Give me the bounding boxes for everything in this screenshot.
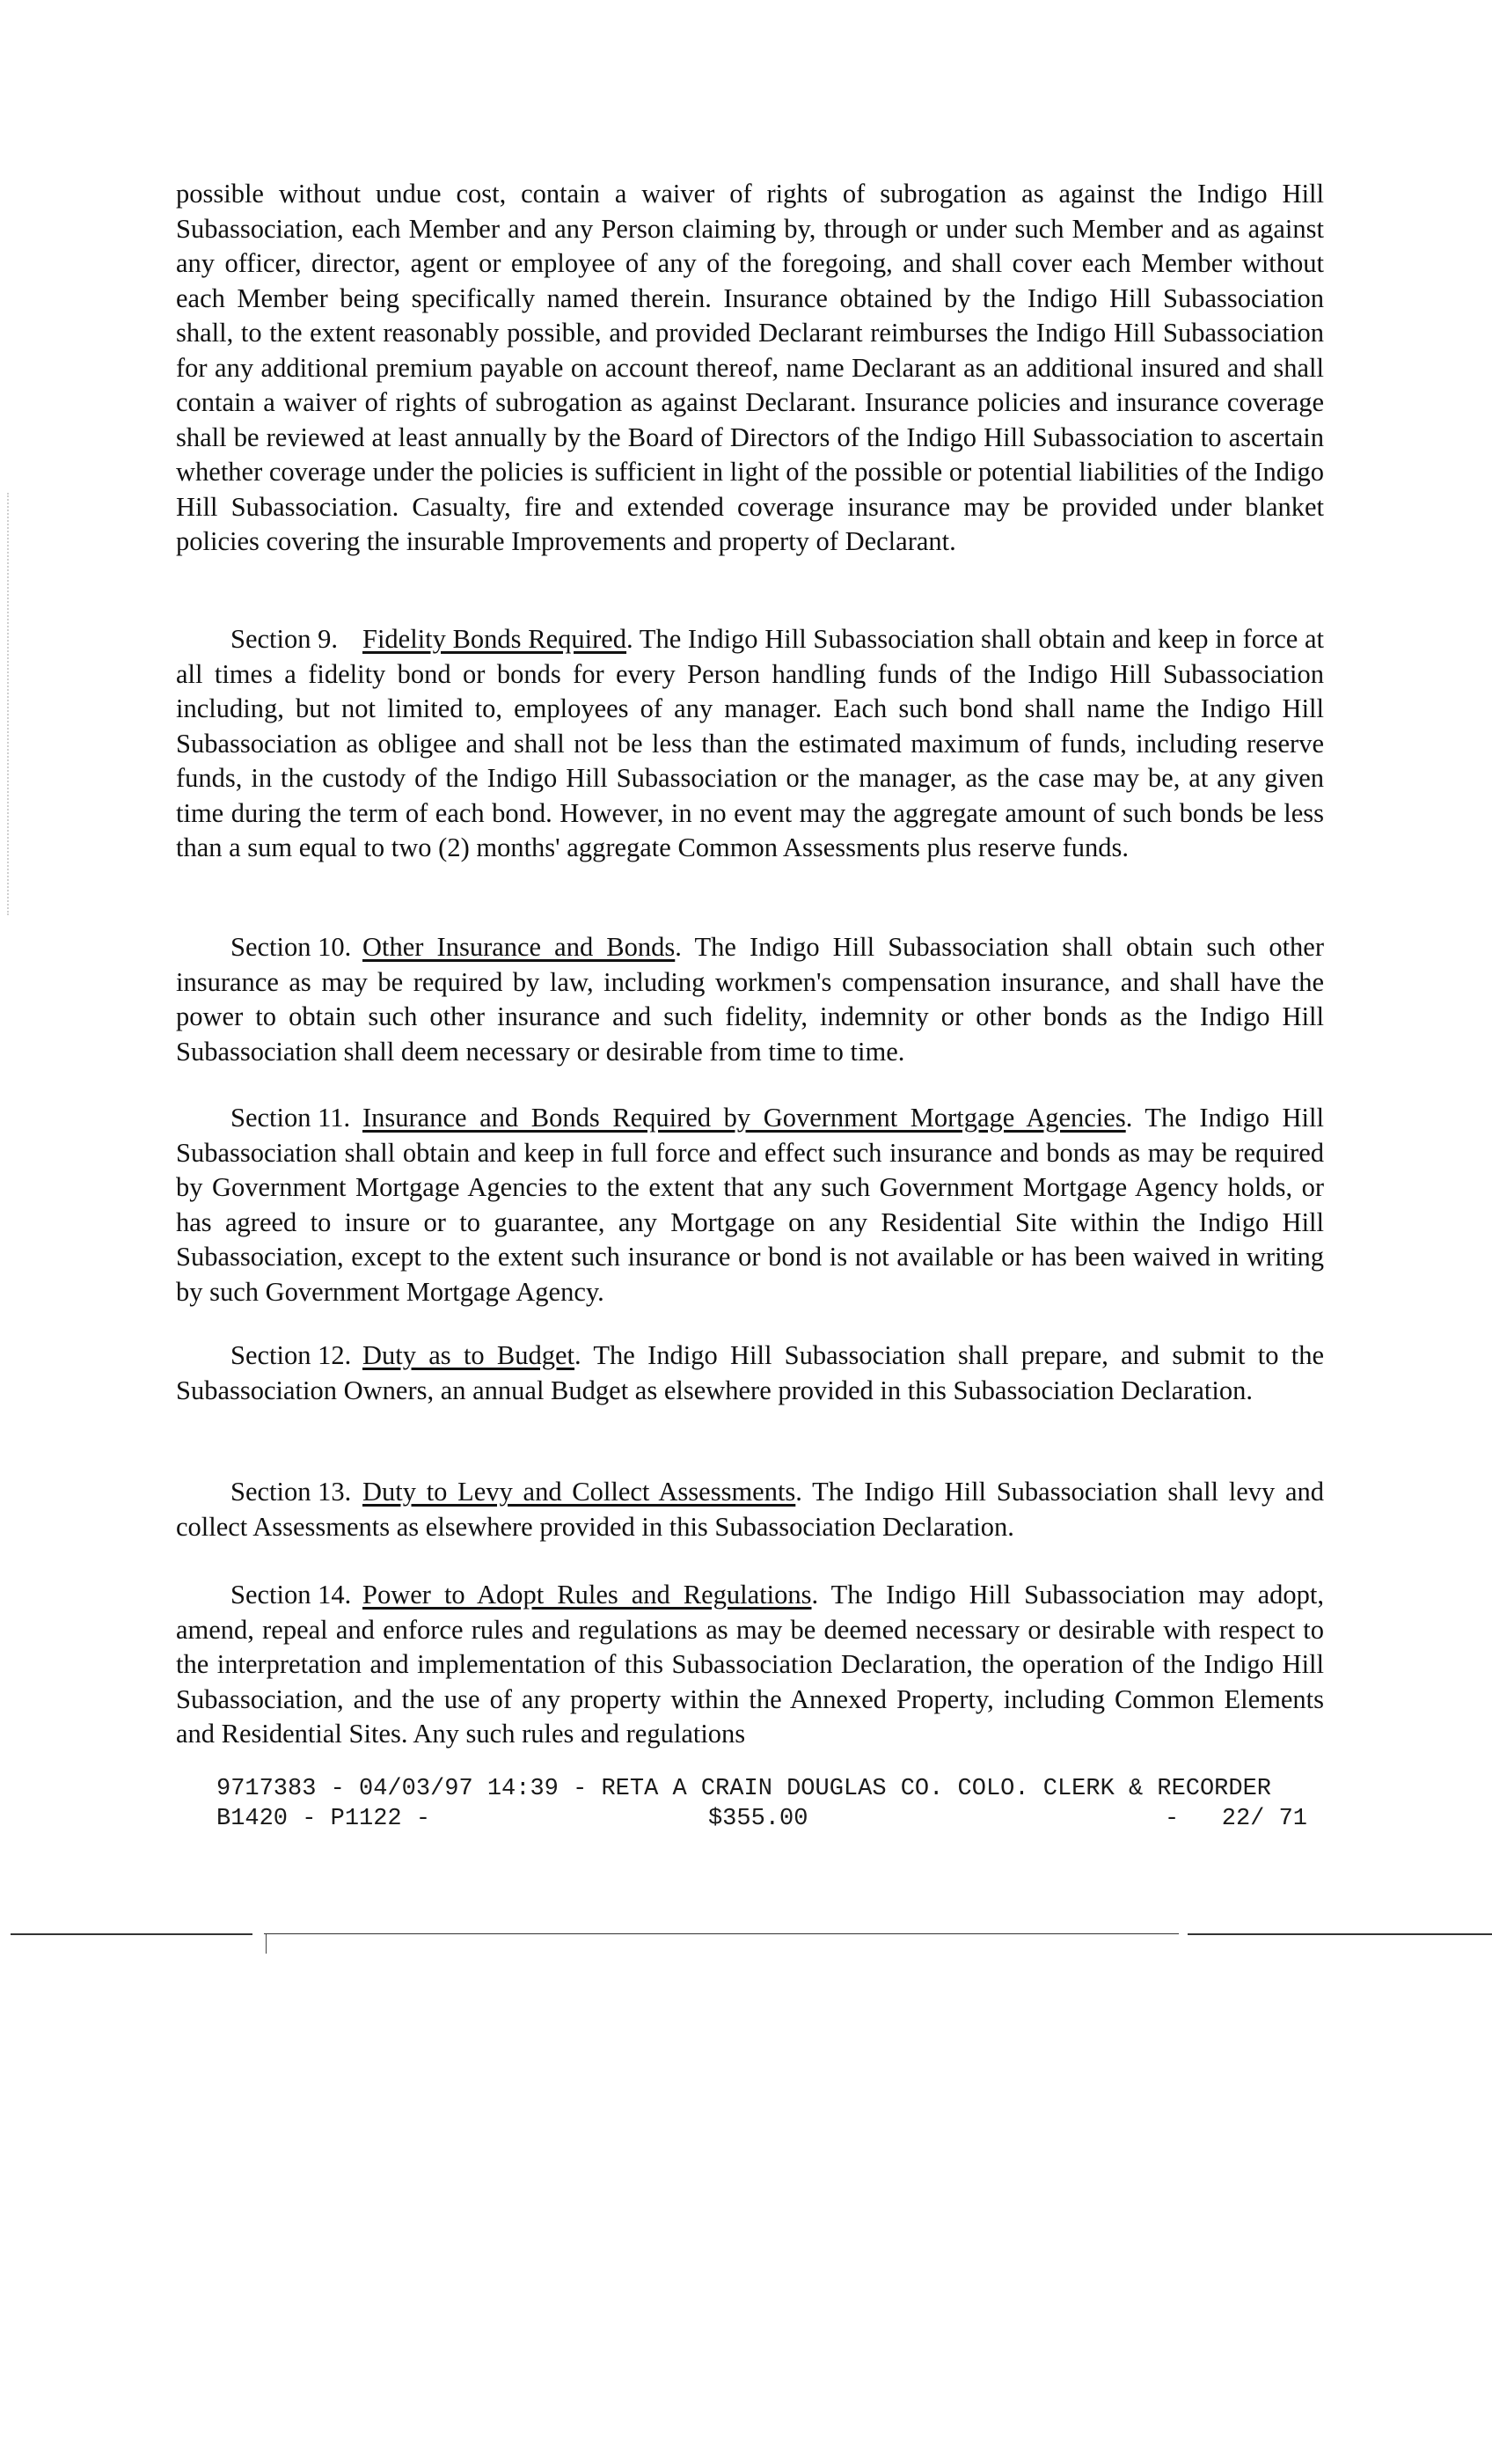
section-14-number: Section 14. [230,1580,352,1610]
section-12-body: . The Indigo Hill Subassociation shall prepare, and submit to the Subassociation Owners, an annual Budget as elsewhere provided in this Subassociation Declaration. [176,1340,1324,1405]
bottom-rule-middle [264,1933,1179,1934]
section-9-body: . The Indigo Hill Subassociation shall obtain and keep in force at all times a fidelity bond or bonds for every Person handling funds of the Indigo Hill Subassociation including, but not limited to, employees of any manager. Each such bond shall name the Indigo Hill Subassociation as obligee and shall not be less than the estimated maximum of funds, including reserve funds, in the custody of the Indigo Hill Subassociation or the manager, as the case may be, at any given time during the term of each bond. However, in no event may the aggregate amount of such bonds be less than a sum equal to two (2) months' aggregate Common Assessments plus reserve funds. [176,624,1324,862]
section-11-number: Section 11. [230,1103,351,1133]
section-11-title: Insurance and Bonds Required by Government Mortgage Agencies [362,1103,1126,1133]
section-14-paragraph [176,1578,1324,1752]
section-14-body: . The Indigo Hill Subassociation may adopt, amend, repeal and enforce rules and regulations as may be deemed necessary or desirable with respect to the interpretation and implementation of this Subassociation Declaration, the operation of the Indigo Hill Subassociation, and the use of any property within the Annexed Property, including Common Elements and Residential Sites. Any such rules and regulations [176,1580,1325,1749]
section-13-number: Section 13. [230,1477,352,1507]
recorder-reception-line: 9717383 - 04/03/97 14:39 - RETA A CRAIN DOUGLAS CO. COLO. CLERK & RECORDER [216,1776,1271,1802]
section-10-paragraph [176,930,1324,1069]
bottom-rule-left [11,1933,252,1935]
section-9-title: Fidelity Bonds Required [362,624,627,654]
section-10-body: . The Indigo Hill Subassociation shall obtain such other insurance as may be required by law, including workmen's compensation insurance, and shall have the power to obtain such other insurance and such fidelity, indemnity or other bonds as the Indigo Hill Subassociation shall deem necessary or desirable from time to time. [176,932,1324,1067]
recorder-book-page: B1420 - P1122 - [216,1806,431,1832]
bottom-rule-tick [266,1934,267,1954]
section-10-title: Other Insurance and Bonds [362,932,676,962]
recorder-stamp [216,1774,1307,1834]
section-12-paragraph [176,1338,1324,1408]
intro-paragraph: possible without undue cost, contain a waiver of rights of subrogation as against the Indigo Hill Subassociation, each Member and any Person claiming by, through or under such Member and as against any officer, director, agent or employee of any of the foregoing, and shall cover each Member without each Member being specifically named therein. Insurance obtained by the Indigo Hill Subassociation shall, to the extent reasonably possible, and provided Declarant reimburses the Indigo Hill Subassociation for any additional premium payable on account thereof, name Declarant as an additional insured and shall contain a waiver of rights of subrogation as against Declarant. Insurance policies and insurance coverage shall be reviewed at least annually by the Board of Directors of the Indigo Hill Subassociation to ascertain whether coverage under the policies is sufficient in light of the possible or potential liabilities of the Indigo Hill Subassociation. Casualty, fire and extended coverage insurance may be provided under blanket policies covering the insurable Improvements and property of Declarant. [176,179,1324,556]
bottom-rule-right [1188,1933,1492,1935]
section-12-title: Duty as to Budget [362,1340,575,1370]
section-11-paragraph [176,1101,1324,1309]
section-10-number: Section 10. [230,932,352,962]
section-14-title: Power to Adopt Rules and Regulations [362,1580,812,1610]
recorder-page-count: - 22/ 71 [1164,1806,1307,1832]
recorder-book-line [216,1804,1307,1834]
section-11-body: . The Indigo Hill Subassociation shall obtain and keep in full force and effect such insurance and bonds as may be required by Government Mortgage Agencies to the extent that any such Government Mortgage Agency holds, or has agreed to insure or to guarantee, any Mortgage on any Residential Site within the Indigo Hill Subassociation, except to the extent such insurance or bond is not available or has been waived in writing by such Government Mortgage Agency. [176,1103,1324,1307]
scan-margin-artifact [7,493,9,915]
recorder-fee: $355.00 [707,1806,808,1832]
section-12-number: Section 12. [230,1340,352,1370]
section-13-body: . The Indigo Hill Subassociation shall levy and collect Assessments as elsewhere provided in this Subassociation Declaration. [176,1477,1324,1542]
section-9-paragraph [176,622,1324,866]
section-13-title: Duty to Levy and Collect Assessments [362,1477,796,1507]
section-9-number: Section 9. [230,624,338,654]
section-13-paragraph [176,1475,1324,1544]
